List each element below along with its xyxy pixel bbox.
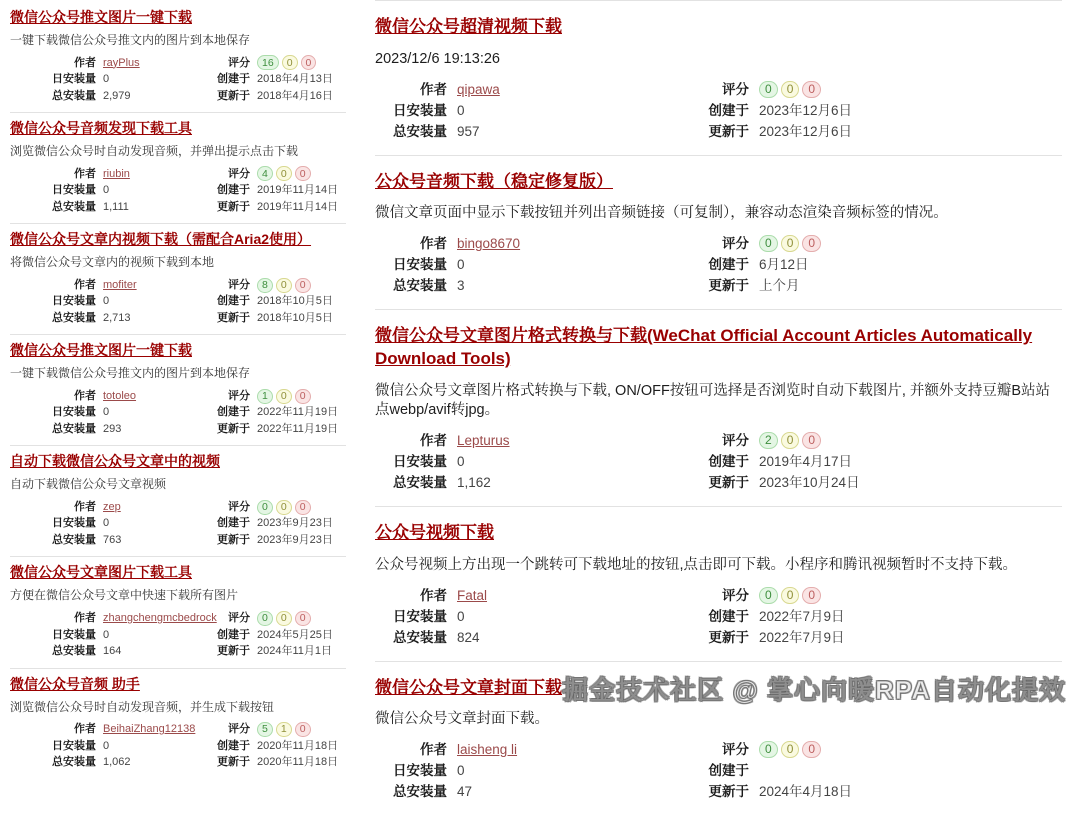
rating-badges	[759, 587, 821, 604]
rating-bad-badge: 0	[802, 432, 821, 449]
script-meta	[10, 721, 346, 771]
ratings-label: 评分	[206, 610, 250, 627]
main-script-list	[375, 0, 1062, 815]
rating-good-badge: 2	[759, 432, 778, 449]
rating-good-badge: 1	[257, 389, 273, 404]
daily-installs-value: 0	[457, 760, 465, 781]
created-label: 创建于	[693, 254, 749, 275]
script-meta-dates	[206, 721, 338, 771]
script-title-link[interactable]: 微信公众号文章封面下载	[375, 678, 562, 697]
rating-badges	[759, 235, 821, 252]
script-title-link[interactable]: 微信公众号推文图片一键下载	[10, 9, 192, 25]
script-description: 2023/12/6 19:13:26	[375, 50, 1062, 70]
author-label: 作者	[10, 499, 96, 516]
daily-installs-label: 日安装量	[375, 606, 447, 627]
total-installs-label: 总安装量	[10, 199, 96, 216]
author-label: 作者	[10, 277, 96, 294]
daily-installs-label: 日安装量	[10, 71, 96, 88]
watermark: 掘金技术社区 @ 掌心向暖RPA自动化提效	[562, 670, 1066, 707]
script-list-item	[10, 224, 346, 335]
total-installs-value: 824	[457, 627, 480, 648]
author-link[interactable]: rayPlus	[103, 55, 140, 72]
ratings-label: 评分	[206, 55, 250, 72]
updated-label: 更新于	[206, 643, 250, 660]
created-value: 2020年11月18日	[257, 738, 338, 755]
created-label: 创建于	[206, 738, 250, 755]
script-meta	[10, 55, 346, 105]
script-meta-installs	[10, 499, 206, 549]
rating-badges	[257, 611, 311, 626]
script-title-link[interactable]: 微信公众号文章图片格式转换与下载(WeChat Official Account Articles Automatically Download Tools)	[375, 326, 1032, 368]
ratings-label: 评分	[693, 233, 749, 254]
total-installs-label: 总安装量	[375, 781, 447, 802]
rating-good-badge: 0	[759, 235, 778, 252]
total-installs-value: 2,979	[103, 88, 131, 105]
author-label: 作者	[10, 610, 96, 627]
daily-installs-label: 日安装量	[375, 100, 447, 121]
script-description: 浏览微信公众号时自动发现音频，并弹出提示点击下载	[10, 144, 346, 160]
created-value: 2022年11月19日	[257, 404, 338, 421]
script-meta-installs	[10, 721, 206, 771]
daily-installs-label: 日安装量	[10, 293, 96, 310]
total-installs-value: 763	[103, 532, 121, 549]
created-value: 2023年12月6日	[759, 100, 852, 121]
script-list-item	[375, 310, 1062, 507]
rating-good-badge: 16	[257, 55, 279, 70]
script-meta-installs	[375, 585, 693, 648]
created-label: 创建于	[693, 100, 749, 121]
author-label: 作者	[10, 166, 96, 183]
daily-installs-value: 0	[103, 515, 109, 532]
script-list-item	[375, 662, 1062, 815]
author-link[interactable]: Lepturus	[457, 430, 510, 451]
script-list-item	[10, 446, 346, 557]
author-link[interactable]: riubin	[103, 166, 130, 183]
rating-bad-badge: 0	[295, 722, 311, 737]
ratings-label: 评分	[206, 166, 250, 183]
script-meta-dates	[206, 55, 333, 105]
total-installs-label: 总安装量	[375, 275, 447, 296]
script-meta-dates	[693, 430, 860, 493]
sidebar-script-list	[0, 0, 360, 815]
updated-value: 2022年11月19日	[257, 421, 338, 438]
script-title-link[interactable]: 微信公众号推文图片一键下载	[10, 342, 192, 358]
created-value: 6月12日	[759, 254, 809, 275]
updated-label: 更新于	[693, 781, 749, 802]
rating-ok-badge: 0	[276, 278, 292, 293]
total-installs-label: 总安装量	[10, 532, 96, 549]
script-description: 将微信公众号文章内的视频下载到本地	[10, 255, 346, 271]
updated-value: 2018年4月16日	[257, 88, 333, 105]
daily-installs-label: 日安装量	[10, 627, 96, 644]
script-meta-installs	[375, 233, 693, 296]
created-label: 创建于	[206, 182, 250, 199]
rating-badges	[257, 166, 311, 181]
total-installs-label: 总安装量	[375, 627, 447, 648]
author-label: 作者	[10, 55, 96, 72]
rating-badges	[759, 741, 821, 758]
ratings-label: 评分	[206, 721, 250, 738]
created-label: 创建于	[206, 515, 250, 532]
script-description: 方便在微信公众号文章中快速下载所有图片	[10, 588, 346, 604]
rating-badges	[257, 55, 316, 70]
script-meta-installs	[10, 277, 206, 327]
created-label: 创建于	[206, 71, 250, 88]
total-installs-label: 总安装量	[10, 421, 96, 438]
rating-bad-badge: 0	[802, 235, 821, 252]
updated-value: 2024年11月1日	[257, 643, 332, 660]
script-meta-dates	[693, 585, 845, 648]
rating-badges	[759, 432, 821, 449]
ratings-label: 评分	[206, 277, 250, 294]
author-link[interactable]: laisheng li	[457, 739, 517, 760]
author-link[interactable]: zhangchengmcbedrock	[103, 610, 217, 627]
ratings-label: 评分	[693, 739, 749, 760]
updated-value: 2018年10月5日	[257, 310, 333, 327]
script-title-link[interactable]: 微信公众号文章内视频下载（需配合Aria2使用）	[10, 231, 311, 247]
updated-label: 更新于	[206, 421, 250, 438]
rating-bad-badge: 0	[295, 500, 311, 515]
rating-ok-badge: 0	[282, 55, 298, 70]
rating-bad-badge: 0	[802, 81, 821, 98]
updated-value: 2019年11月14日	[257, 199, 338, 216]
rating-good-badge: 8	[257, 278, 273, 293]
total-installs-label: 总安装量	[10, 754, 96, 771]
updated-label: 更新于	[693, 275, 749, 296]
author-link[interactable]: BeihaiZhang12138	[103, 721, 195, 738]
author-link[interactable]: Fatal	[457, 585, 487, 606]
total-installs-label: 总安装量	[10, 310, 96, 327]
script-meta	[375, 585, 1062, 648]
daily-installs-value: 0	[103, 627, 109, 644]
script-description: 浏览微信公众号时自动发现音频，并生成下载按钮	[10, 700, 346, 716]
script-list-item	[10, 113, 346, 224]
total-installs-label: 总安装量	[375, 121, 447, 142]
script-meta-dates	[693, 233, 821, 296]
created-label: 创建于	[206, 293, 250, 310]
total-installs-value: 2,713	[103, 310, 131, 327]
updated-value: 上个月	[759, 275, 800, 296]
rating-bad-badge: 0	[295, 389, 311, 404]
script-meta	[10, 499, 346, 549]
ratings-label: 评分	[206, 499, 250, 516]
ratings-label: 评分	[206, 388, 250, 405]
updated-value: 2023年12月6日	[759, 121, 852, 142]
script-meta-installs	[375, 739, 693, 802]
updated-label: 更新于	[693, 472, 749, 493]
rating-good-badge: 0	[759, 81, 778, 98]
author-link[interactable]: zep	[103, 499, 121, 516]
updated-value: 2023年9月23日	[257, 532, 333, 549]
daily-installs-value: 0	[457, 254, 465, 275]
daily-installs-label: 日安装量	[10, 738, 96, 755]
daily-installs-label: 日安装量	[10, 515, 96, 532]
total-installs-value: 1,162	[457, 472, 491, 493]
rating-ok-badge: 0	[276, 500, 292, 515]
author-link[interactable]: qipawa	[457, 79, 500, 100]
rating-badges	[257, 500, 311, 515]
script-meta-installs	[10, 166, 206, 216]
script-title-link[interactable]: 公众号视频下载	[375, 523, 494, 542]
rating-ok-badge: 0	[781, 235, 800, 252]
script-meta	[375, 233, 1062, 296]
script-meta-installs	[375, 79, 693, 142]
daily-installs-value: 0	[103, 182, 109, 199]
script-meta-dates	[693, 79, 852, 142]
created-label: 创建于	[693, 760, 749, 781]
rating-good-badge: 4	[257, 166, 273, 181]
script-meta	[375, 739, 1062, 802]
updated-label: 更新于	[693, 121, 749, 142]
script-description: 微信公众号文章图片格式转换与下载, ON/OFF按钮可选择是否浏览时自动下载图片, 并额外支持豆瓣B站站点webp/avif转jpg。	[375, 382, 1062, 421]
daily-installs-label: 日安装量	[10, 182, 96, 199]
script-meta	[10, 277, 346, 327]
author-label: 作者	[375, 739, 447, 760]
script-list-item	[375, 507, 1062, 662]
updated-value: 2023年10月24日	[759, 472, 860, 493]
daily-installs-value: 0	[103, 738, 109, 755]
updated-label: 更新于	[206, 88, 250, 105]
script-title-link[interactable]: 微信公众号音频发现下载工具	[10, 120, 192, 136]
script-meta-dates	[206, 499, 333, 549]
rating-good-badge: 0	[257, 500, 273, 515]
rating-badges	[257, 722, 311, 737]
script-meta	[375, 79, 1062, 142]
total-installs-value: 957	[457, 121, 480, 142]
rating-badges	[759, 81, 821, 98]
rating-bad-badge: 0	[301, 55, 317, 70]
daily-installs-label: 日安装量	[375, 760, 447, 781]
script-title-link[interactable]: 微信公众号超清视频下载	[375, 17, 562, 36]
rating-good-badge: 0	[759, 741, 778, 758]
script-meta-installs	[10, 55, 206, 105]
rating-ok-badge: 0	[276, 611, 292, 626]
script-meta	[10, 388, 346, 438]
script-meta-installs	[10, 610, 206, 660]
rating-good-badge: 0	[759, 587, 778, 604]
total-installs-label: 总安装量	[10, 88, 96, 105]
rating-ok-badge: 0	[781, 741, 800, 758]
script-title-link[interactable]: 公众号音频下载（稳定修复版）	[375, 172, 613, 191]
rating-badges	[257, 389, 311, 404]
script-list-item	[10, 2, 346, 113]
daily-installs-value: 0	[103, 404, 109, 421]
created-value: 2019年11月14日	[257, 182, 338, 199]
script-list-item	[10, 335, 346, 446]
rating-ok-badge: 1	[276, 722, 292, 737]
rating-bad-badge: 0	[802, 741, 821, 758]
updated-label: 更新于	[206, 310, 250, 327]
script-description: 一键下载微信公众号推文内的图片到本地保存	[10, 366, 346, 382]
script-meta-dates	[693, 739, 852, 802]
rating-ok-badge: 0	[276, 389, 292, 404]
author-label: 作者	[375, 585, 447, 606]
ratings-label: 评分	[693, 430, 749, 451]
script-meta-installs	[10, 388, 206, 438]
main-script-list-wrap	[360, 0, 1080, 815]
script-list-item	[375, 156, 1062, 311]
rating-bad-badge: 0	[295, 611, 311, 626]
rating-good-badge: 0	[257, 611, 273, 626]
created-label: 创建于	[206, 404, 250, 421]
script-meta-dates	[206, 166, 338, 216]
author-label: 作者	[375, 79, 447, 100]
total-installs-value: 47	[457, 781, 472, 802]
script-description: 微信公众号文章封面下载。	[375, 710, 1062, 730]
created-value: 2023年9月23日	[257, 515, 333, 532]
script-description: 微信文章页面中显示下载按钮并列出音频链接（可复制），兼容动态渲染音频标签的情况。	[375, 204, 1062, 224]
author-link[interactable]: bingo8670	[457, 233, 520, 254]
daily-installs-label: 日安装量	[375, 451, 447, 472]
total-installs-value: 164	[103, 643, 121, 660]
script-meta-dates	[206, 388, 338, 438]
daily-installs-value: 0	[103, 71, 109, 88]
author-label: 作者	[375, 233, 447, 254]
rating-good-badge: 5	[257, 722, 273, 737]
ratings-label: 评分	[693, 585, 749, 606]
created-label: 创建于	[206, 627, 250, 644]
script-description: 公众号视频上方出现一个跳转可下载地址的按钮,点击即可下载。小程序和腾讯视频暂时不支持下载。	[375, 556, 1062, 576]
author-link[interactable]: totoleo	[103, 388, 136, 405]
script-meta	[10, 166, 346, 216]
created-value: 2022年7月9日	[759, 606, 845, 627]
created-value: 2018年10月5日	[257, 293, 333, 310]
daily-installs-value: 0	[103, 293, 109, 310]
created-value: 2019年4月17日	[759, 451, 852, 472]
script-list-item	[10, 669, 346, 779]
ratings-label: 评分	[693, 79, 749, 100]
daily-installs-value: 0	[457, 100, 465, 121]
updated-label: 更新于	[693, 627, 749, 648]
author-label: 作者	[375, 430, 447, 451]
author-label: 作者	[10, 721, 96, 738]
script-list-item	[375, 1, 1062, 156]
script-meta	[10, 610, 346, 660]
script-title-link[interactable]: 自动下载微信公众号文章中的视频	[10, 453, 220, 469]
script-meta-installs	[375, 430, 693, 493]
updated-label: 更新于	[206, 754, 250, 771]
script-meta-dates	[206, 277, 333, 327]
rating-bad-badge: 0	[802, 587, 821, 604]
script-title-link[interactable]: 微信公众号音频 助手	[10, 676, 140, 692]
updated-label: 更新于	[206, 199, 250, 216]
total-installs-value: 3	[457, 275, 465, 296]
rating-bad-badge: 0	[295, 166, 311, 181]
script-title-link[interactable]: 微信公众号文章图片下载工具	[10, 564, 192, 580]
total-installs-label: 总安装量	[375, 472, 447, 493]
author-link[interactable]: mofiter	[103, 277, 137, 294]
daily-installs-value: 0	[457, 606, 465, 627]
rating-bad-badge: 0	[295, 278, 311, 293]
updated-value: 2020年11月18日	[257, 754, 338, 771]
total-installs-value: 1,062	[103, 754, 131, 771]
rating-ok-badge: 0	[781, 81, 800, 98]
created-label: 创建于	[693, 606, 749, 627]
script-list-item	[10, 557, 346, 668]
updated-value: 2024年4月18日	[759, 781, 852, 802]
updated-label: 更新于	[206, 532, 250, 549]
total-installs-value: 293	[103, 421, 121, 438]
script-description: 一键下载微信公众号推文内的图片到本地保存	[10, 33, 346, 49]
daily-installs-label: 日安装量	[375, 254, 447, 275]
created-value: 2018年4月13日	[257, 71, 333, 88]
script-description: 自动下载微信公众号文章视频	[10, 477, 346, 493]
total-installs-value: 1,111	[103, 199, 129, 216]
daily-installs-value: 0	[457, 451, 465, 472]
total-installs-label: 总安装量	[10, 643, 96, 660]
rating-ok-badge: 0	[781, 432, 800, 449]
rating-badges	[257, 278, 311, 293]
author-label: 作者	[10, 388, 96, 405]
created-value: 2024年5月25日	[257, 627, 333, 644]
script-meta	[375, 430, 1062, 493]
daily-installs-label: 日安装量	[10, 404, 96, 421]
created-label: 创建于	[693, 451, 749, 472]
rating-ok-badge: 0	[276, 166, 292, 181]
updated-value: 2022年7月9日	[759, 627, 845, 648]
script-meta-dates	[206, 610, 333, 660]
rating-ok-badge: 0	[781, 587, 800, 604]
